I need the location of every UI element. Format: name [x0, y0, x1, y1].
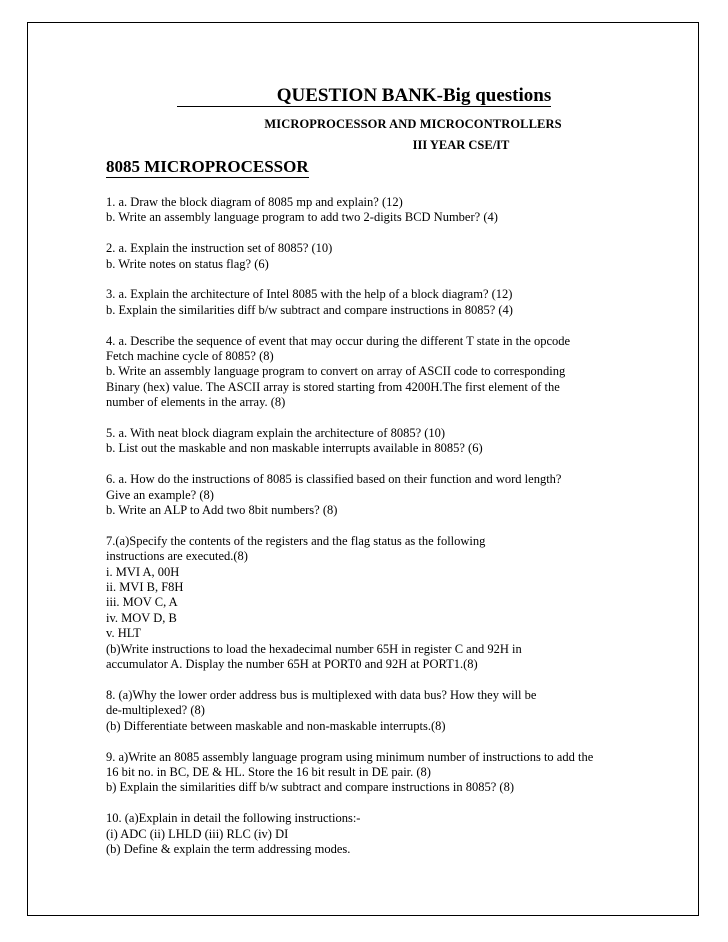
question-list: [106, 195, 666, 873]
question-item: [106, 750, 666, 796]
question-line: 9. a)Write an 8085 assembly language program using minimum number of instructions to add the: [106, 749, 594, 764]
question-line: ii. MVI B, F8H: [106, 580, 184, 595]
question-item: [106, 426, 666, 457]
question-line: b. Write an ALP to Add two 8bit numbers? (8): [106, 503, 338, 518]
section-heading: 8085 MICROPROCESSOR: [106, 157, 309, 176]
question-line: (b) Differentiate between maskable and non-maskable interrupts.(8): [106, 718, 446, 733]
question-line: 16 bit no. in BC, DE & HL. Store the 16 bit result in DE pair. (8): [106, 764, 431, 779]
question-line: (b)Write instructions to load the hexadecimal number 65H in register C and 92H in: [106, 641, 522, 656]
question-line: v. HLT: [106, 626, 141, 641]
question-line: b. Write an assembly language program to add two 2-digits BCD Number? (4): [106, 210, 498, 225]
question-line: accumulator A. Display the number 65H at PORT0 and 92H at PORT1.(8): [106, 657, 478, 672]
question-line: iv. MOV D, B: [106, 610, 177, 625]
document-title-text: QUESTION BANK-Big questions: [177, 85, 552, 107]
question-item: [106, 241, 666, 272]
question-line: b) Explain the similarities diff b/w subtract and compare instructions in 8085? (8): [106, 780, 515, 795]
question-line: 8. (a)Why the lower order address bus is multiplexed with data bus? How they will be: [106, 687, 537, 702]
question-line: 1. a. Draw the block diagram of 8085 mp and explain? (12): [106, 195, 403, 209]
question-line: 3. a. Explain the architecture of Intel 8085 with the help of a block diagram? (12): [106, 287, 513, 302]
question-line: de-multiplexed? (8): [106, 703, 205, 718]
question-item: [106, 334, 666, 411]
question-item: [106, 195, 666, 226]
year-heading-text: III YEAR CSE/IT: [412, 138, 510, 152]
question-line: b. Write an assembly language program to convert on array of ASCII code to corresponding: [106, 364, 566, 379]
question-line: (i) ADC (ii) LHLD (iii) RLC (iv) DI: [106, 826, 289, 841]
question-line: 4. a. Describe the sequence of event that may occur during the different T state in the opcode: [106, 333, 571, 348]
question-line: 5. a. With neat block diagram explain the architecture of 8085? (10): [106, 426, 446, 441]
question-line: iii. MOV C, A: [106, 595, 178, 610]
question-line: b. Write notes on status flag? (6): [106, 256, 269, 271]
question-line: 2. a. Explain the instruction set of 8085? (10): [106, 241, 333, 256]
subject-heading: [0, 117, 728, 132]
document-title: [0, 85, 728, 107]
question-line: Fetch machine cycle of 8085? (8): [106, 349, 274, 364]
question-item: [106, 688, 666, 734]
question-item: [106, 534, 666, 673]
year-heading: [0, 138, 728, 153]
question-item: [106, 472, 666, 518]
question-item: [106, 811, 666, 857]
subject-heading-text: MICROPROCESSOR AND MICROCONTROLLERS: [264, 117, 562, 131]
question-line: (b) Define & explain the term addressing modes.: [106, 841, 351, 856]
question-line: Binary (hex) value. The ASCII array is stored starting from 4200H.The first element of the: [106, 379, 560, 394]
question-item: [106, 287, 666, 318]
question-line: Give an example? (8): [106, 487, 214, 502]
question-line: 10. (a)Explain in detail the following instructions:-: [106, 811, 361, 826]
question-line: b. Explain the similarities diff b/w subtract and compare instructions in 8085? (4): [106, 302, 513, 317]
question-line: b. List out the maskable and non maskable interrupts available in 8085? (6): [106, 441, 483, 456]
question-line: number of elements in the array. (8): [106, 395, 286, 410]
question-line: instructions are executed.(8): [106, 549, 248, 564]
question-line: 6. a. How do the instructions of 8085 is classified based on their function and word length?: [106, 472, 562, 487]
question-line: i. MVI A, 00H: [106, 564, 180, 579]
question-line: 7.(a)Specify the contents of the registers and the flag status as the following: [106, 533, 486, 548]
